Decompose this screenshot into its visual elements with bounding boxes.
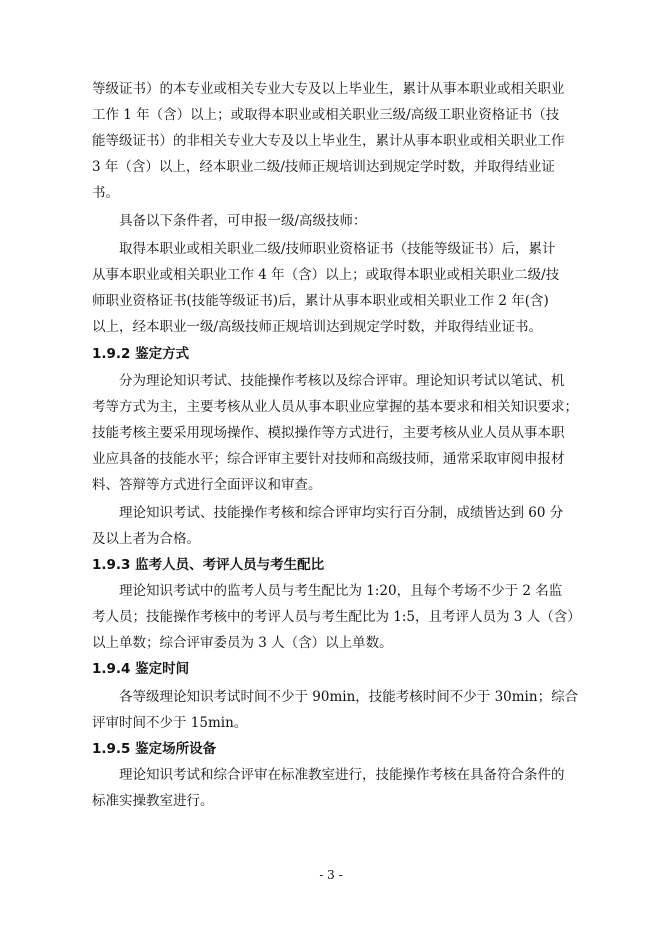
body-text-line: 能等级证书）的非相关专业大专及以上毕业生，累计从事本职业或相关职业工作 [92, 133, 565, 149]
section-heading-1-9-2: 1.9.2 鉴定方式 [92, 346, 190, 362]
body-text-line: 取得本职业或相关职业二级/技师职业资格证书（技能等级证书）后，累计 [119, 241, 556, 257]
body-text-line: 料、答辩等方式进行全面评议和审查。 [92, 477, 322, 493]
body-text-line: 具备以下条件者，可申报一级/高级技师： [119, 213, 367, 229]
section-heading-1-9-3: 1.9.3 监考人员、考评人员与考生配比 [92, 557, 325, 573]
body-text-line: 以上，经本职业一级/高级技师正规培训达到规定学时数，并取得结业证书。 [92, 319, 543, 335]
body-text-line: 标准实操教室进行。 [92, 793, 214, 809]
body-text-line: 理论知识考试、技能操作考核和综合评审均实行百分制，成绩皆达到 60 分 [119, 505, 564, 521]
body-text-line: 3 年（含）以上，经本职业二级/技师正规培训达到规定学时数，并取得结业证 [92, 159, 555, 175]
body-text-line: 考等方式为主，主要考核从业人员从事本职业应掌握的基本要求和相关知识要求； [92, 399, 578, 415]
body-text-line: 技能考核主要采用现场操作、模拟操作等方式进行，主要考核从业人员从事本职 [92, 425, 565, 441]
body-text-line: 业应具备的技能水平；综合评审主要针对技师和高级技师，通常采取审阅申报材 [92, 451, 565, 467]
body-text-line: 书。 [92, 185, 119, 201]
body-text-line: 评审时间不少于 15min。 [92, 715, 248, 731]
body-text-line: 工作 1 年（含）以上；或取得本职业或相关职业三级/高级工职业资格证书（技 [92, 107, 560, 123]
body-text-line: 各等级理论知识考试时间不少于 90min，技能考核时间不少于 30min；综合 [119, 689, 579, 705]
body-text-line: 及以上者为合格。 [92, 531, 200, 547]
body-text-line: 从事本职业或相关职业工作 4 年（含）以上；或取得本职业或相关职业二级/技 [92, 267, 560, 283]
section-heading-1-9-5: 1.9.5 鉴定场所设备 [92, 741, 217, 757]
page-number: - 3 - [319, 868, 343, 882]
body-text-line: 分为理论知识考试、技能操作考核以及综合评审。理论知识考试以笔试、机 [119, 373, 565, 389]
section-heading-1-9-4: 1.9.4 鉴定时间 [92, 661, 190, 677]
body-text-line: 以上单数；综合评审委员为 3 人（含）以上单数。 [92, 635, 393, 651]
body-text-line: 考人员；技能操作考核中的考评人员与考生配比为 1:5，且考评人员为 3 人（含） [92, 609, 581, 625]
body-text-line: 师职业资格证书(技能等级证书)后，累计从事本职业或相关职业工作 2 年(含) [92, 293, 549, 309]
body-text-line: 理论知识考试和综合评审在标准教室进行，技能操作考核在具备符合条件的 [119, 767, 565, 783]
body-text-line: 等级证书）的本专业或相关专业大专及以上毕业生，累计从事本职业或相关职业 [92, 81, 565, 97]
body-text-line: 理论知识考试中的监考人员与考生配比为 1:20，且每个考场不少于 2 名监 [119, 583, 563, 599]
